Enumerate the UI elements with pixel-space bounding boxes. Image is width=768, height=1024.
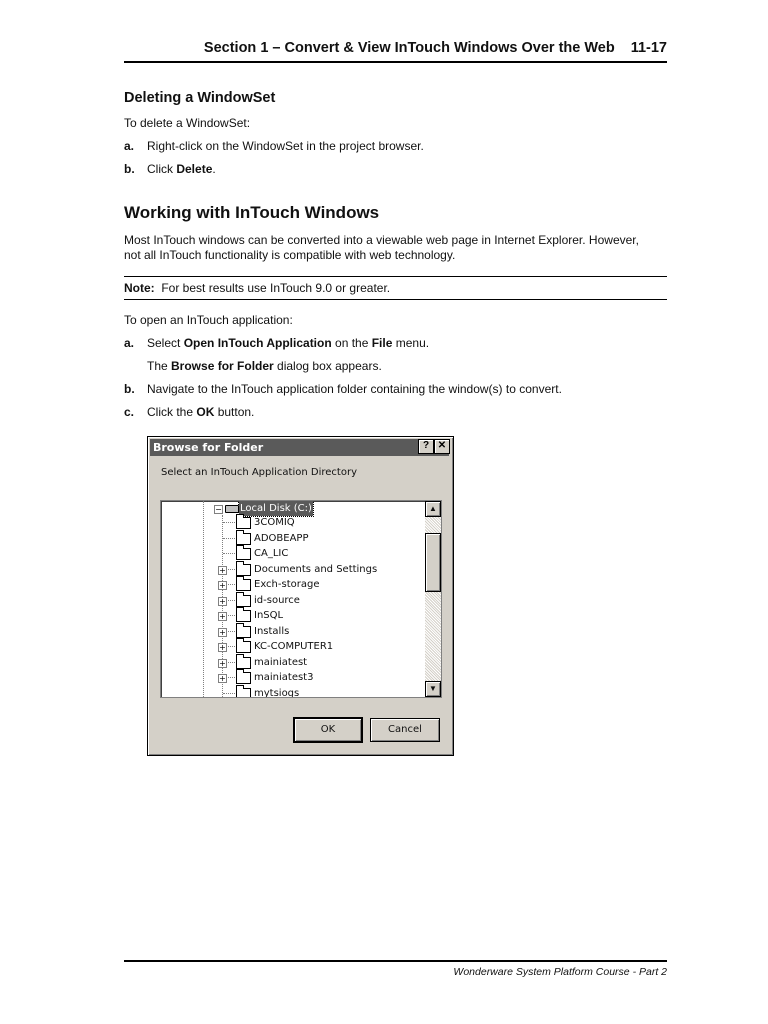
note-text: For best results use InTouch 9.0 or greater. bbox=[161, 281, 391, 295]
tree-line bbox=[223, 522, 235, 523]
text-run: Select bbox=[147, 336, 184, 350]
tree-item-folder[interactable] bbox=[161, 670, 421, 685]
open-step-b-text: Navigate to the InTouch application folder containing the window(s) to convert. bbox=[147, 382, 562, 396]
tree-item-label: Installs bbox=[254, 626, 290, 637]
ok-button[interactable]: OK bbox=[294, 718, 362, 742]
dialog-title: Browse for Folder bbox=[153, 441, 264, 454]
step-label: a. bbox=[124, 139, 135, 153]
folder-icon bbox=[236, 517, 251, 529]
folder-icon bbox=[236, 610, 251, 622]
open-intro: To open an InTouch application: bbox=[124, 313, 293, 327]
note bbox=[124, 281, 390, 296]
tree-item-label: KC-COMPUTER1 bbox=[254, 641, 334, 652]
open-step-a-sub bbox=[147, 359, 382, 374]
bold-run: Browse for Folder bbox=[171, 359, 274, 373]
tree-item-label: Exch-storage bbox=[254, 579, 320, 590]
folder-icon bbox=[236, 657, 251, 669]
step-label: b. bbox=[124, 162, 135, 176]
expand-icon[interactable]: + bbox=[219, 659, 226, 668]
tree-item-folder[interactable] bbox=[161, 577, 421, 592]
text-run: on the bbox=[331, 336, 372, 350]
folder-icon bbox=[236, 641, 251, 653]
tree-item-folder[interactable] bbox=[161, 639, 421, 654]
scroll-down-button[interactable]: ▼ bbox=[425, 681, 441, 697]
footer-rule bbox=[124, 960, 667, 962]
scroll-up-button[interactable]: ▲ bbox=[425, 501, 441, 517]
open-step-c-text bbox=[147, 405, 254, 420]
text-run: button. bbox=[214, 405, 255, 419]
tree-item-label: CA_LIC bbox=[254, 548, 289, 559]
heading-working-with-intouch: Working with InTouch Windows bbox=[124, 203, 380, 222]
tree-line bbox=[223, 693, 235, 694]
close-icon: ✕ bbox=[437, 440, 447, 451]
bold-run: Delete bbox=[176, 162, 213, 176]
working-para-line2: not all InTouch functionality is compatible with web technology. bbox=[124, 248, 456, 262]
page-number: 11-17 bbox=[630, 40, 667, 56]
tree-item-folder[interactable] bbox=[161, 655, 421, 670]
bold-run: File bbox=[371, 336, 393, 350]
expand-icon[interactable]: + bbox=[219, 628, 226, 637]
step-label: b. bbox=[124, 382, 135, 396]
tree-item-label: mytsiogs bbox=[254, 688, 300, 698]
help-button[interactable]: ? bbox=[418, 439, 434, 454]
expand-icon[interactable]: + bbox=[219, 597, 226, 606]
folder-icon bbox=[236, 626, 251, 638]
header-rule bbox=[124, 61, 667, 63]
tree-item-folder[interactable] bbox=[161, 624, 421, 639]
heading-deleting-windowset: Deleting a WindowSet bbox=[124, 90, 276, 106]
note-rule-bottom bbox=[124, 299, 667, 300]
step-label: c. bbox=[124, 405, 135, 419]
tree-item-folder[interactable] bbox=[161, 515, 421, 530]
delete-step-b-text bbox=[147, 162, 216, 177]
text-run: . bbox=[212, 162, 216, 176]
folder-icon bbox=[236, 579, 251, 591]
expand-icon[interactable]: + bbox=[219, 643, 226, 652]
folder-icon bbox=[236, 533, 251, 545]
tree-item-label: 3COMIQ bbox=[254, 517, 295, 528]
bold-run: OK bbox=[196, 405, 215, 419]
delete-step-a-text: Right-click on the WindowSet in the project browser. bbox=[147, 139, 424, 153]
working-para-line1: Most InTouch windows can be converted into a viewable web page in Internet Explorer. However, bbox=[124, 233, 639, 247]
tree-item-label: Documents and Settings bbox=[254, 564, 378, 575]
expand-icon[interactable]: + bbox=[219, 566, 226, 575]
expand-icon[interactable]: + bbox=[219, 674, 226, 683]
tree-item-local-disk[interactable] bbox=[161, 501, 421, 516]
close-button[interactable] bbox=[434, 439, 450, 454]
folder-icon bbox=[236, 595, 251, 607]
open-step-a-text bbox=[147, 336, 429, 351]
scroll-thumb[interactable] bbox=[425, 533, 441, 592]
collapse-icon[interactable]: − bbox=[215, 505, 222, 514]
browse-for-folder-dialog bbox=[147, 436, 454, 756]
dialog-title-bar[interactable] bbox=[150, 439, 449, 456]
tree-item-label: mainiatest bbox=[254, 657, 308, 668]
bold-run: Open InTouch Application bbox=[183, 336, 332, 350]
tree-item-label: mainiatest3 bbox=[254, 672, 314, 683]
drive-icon bbox=[225, 505, 239, 513]
dialog-prompt: Select an InTouch Application Directory bbox=[161, 467, 357, 478]
note-label: Note: bbox=[124, 281, 155, 295]
text-run: dialog box appears. bbox=[273, 359, 382, 373]
tree-item-label: ADOBEAPP bbox=[254, 533, 309, 544]
page-header bbox=[124, 40, 667, 56]
tree-item-folder[interactable] bbox=[161, 593, 421, 608]
page-footer: Wonderware System Platform Course - Part 2 bbox=[453, 966, 667, 978]
note-rule-top bbox=[124, 276, 667, 277]
delete-intro: To delete a WindowSet: bbox=[124, 116, 251, 130]
folder-icon bbox=[236, 564, 251, 576]
tree-line bbox=[223, 538, 235, 539]
folder-icon bbox=[236, 672, 251, 684]
expand-icon[interactable]: + bbox=[219, 581, 226, 590]
folder-icon bbox=[236, 548, 251, 560]
text-run: menu. bbox=[392, 336, 430, 350]
text-run: Click bbox=[147, 162, 177, 176]
tree-item-folder[interactable] bbox=[161, 608, 421, 623]
tree-item-label: Local Disk (C:) bbox=[240, 503, 312, 514]
tree-item-folder[interactable] bbox=[161, 686, 421, 698]
tree-item-label: InSQL bbox=[254, 610, 284, 621]
tree-item-folder[interactable] bbox=[161, 546, 421, 561]
text-run: The bbox=[147, 359, 172, 373]
step-label: a. bbox=[124, 336, 135, 350]
cancel-button[interactable]: Cancel bbox=[370, 718, 440, 742]
folder-tree[interactable] bbox=[160, 500, 442, 698]
text-run: Click the bbox=[147, 405, 197, 419]
folder-icon bbox=[236, 688, 251, 698]
expand-icon[interactable]: + bbox=[219, 612, 226, 621]
tree-item-folder[interactable] bbox=[161, 562, 421, 577]
tree-scrollbar[interactable] bbox=[425, 501, 441, 697]
header-title: Section 1 – Convert & View InTouch Windows Over the Web bbox=[203, 40, 615, 56]
tree-item-label: id-source bbox=[254, 595, 300, 606]
tree-line bbox=[223, 553, 235, 554]
tree-item-folder[interactable] bbox=[161, 531, 421, 546]
